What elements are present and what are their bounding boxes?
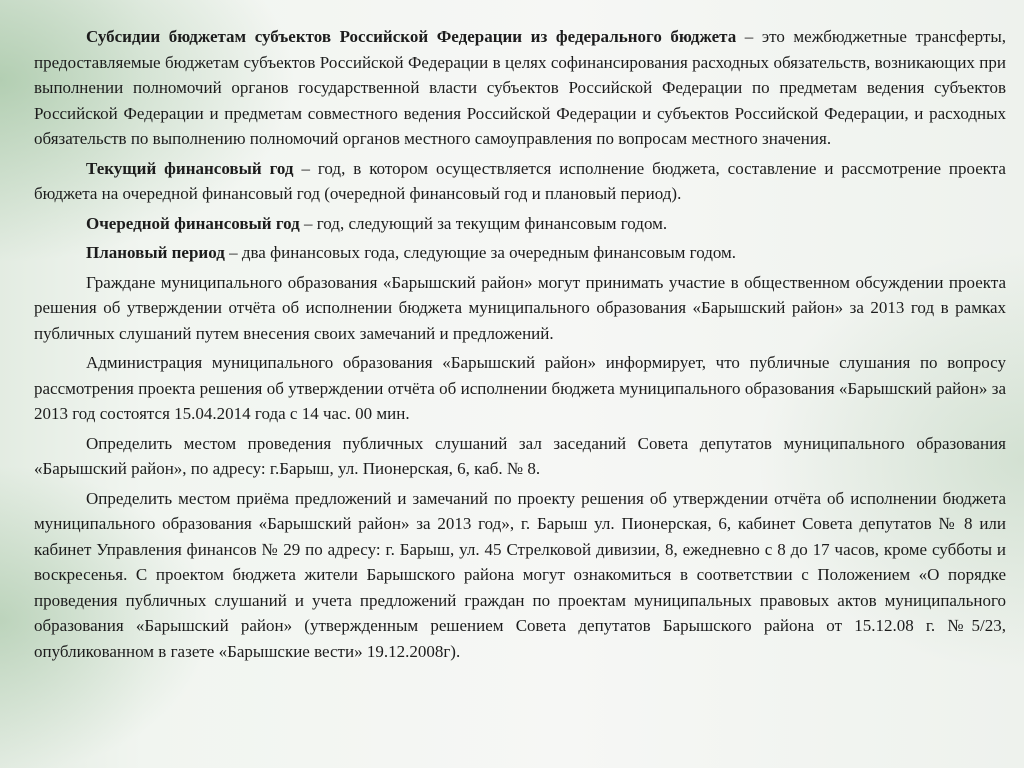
definition-current-year: – год, в котором осуществляется исполнение бюджета, составление и рассмотрение проекта бюджета на очередной финансовый год (очередной финансовый год и плановый период). (34, 158, 1006, 203)
document-body (34, 24, 1006, 668)
paragraph-current-year-definition (34, 156, 1006, 207)
paragraph-text: Администрация муниципального образования «Барышский район» информирует, что публичные слушания по вопросу рассмотрения проекта решения об утверждении отчёта об исполнении бюджета муниципального образования «Барышский район» за 2013 год состоятся 15.04.2014 года с 14 час. 00 мин. (34, 353, 1006, 423)
term-planning-period: Плановый период (86, 243, 225, 262)
paragraph-subsidies-definition (34, 24, 1006, 152)
paragraph-text: Граждане муниципального образования «Барышский район» могут принимать участие в общественном обсуждении проекта решения об утверждении отчёта об исполнении бюджета муниципального образования «Барышский район» за 2013 год в рамках публичных слушаний путем внесения своих замечаний и предложений. (34, 272, 1006, 343)
paragraph-text: Определить местом проведения публичных слушаний зал заседаний Совета депутатов муниципального образования «Барышский район», по адресу: г.Барыш, ул. Пионерская, 6, каб. № 8. (34, 433, 1006, 478)
definition-subsidies: – это межбюджетные трансферты, предоставляемые бюджетам субъектов Российской Федерации в целях софинансирования расходных обязательств, возникающих при выполнении полномочий органов государственной власти субъектов Российской Федерации по предметам ведения субъектов Российской Федерации и предметам совместного ведения Российской Федерации и субъектов Российской Федерации, и расходных обязательств по выполнению полномочий органов местного самоуправления по вопросам местного значения. (34, 27, 1006, 148)
term-current-year: Текущий финансовый год (86, 158, 294, 178)
paragraph-hearings-announcement (34, 350, 1006, 427)
paragraph-planning-period-definition (34, 240, 1006, 266)
term-subsidies: Субсидии бюджетам субъектов Российской Федерации из федерального бюджета (86, 27, 737, 46)
paragraph-proposals-venue (34, 486, 1006, 665)
paragraph-hearings-venue (34, 431, 1006, 482)
definition-planning-period: – два финансовых года, следующие за очередным финансовым годом. (224, 243, 737, 262)
paragraph-text: Определить местом приёма предложений и замечаний по проекту решения об утверждении отчёта об исполнении бюджета муниципального образования «Барышский район» за 2013 год», г. Барыш ул. Пионерская, 6, кабинет Совета депутатов № 8 или кабинет Управления финансов № 29 по адресу: г. Барыш, ул. 45 Стрелковой дивизии, 8, ежедневно с 8 до 17 часов, кроме субботы и воскресенья. С проектом бюджета жители Барышского района могут ознакомиться в соответствии с Положением «О порядке проведения публичных слушаний и учета предложений граждан по проектам муниципальных правовых актов муниципального образования «Барышский район» (утвержденным решением Совета депутатов Барышского района от 15.12.08 г. №5/23, опубликованном в газете «Барышские вести» 19.12.2008г). (34, 488, 1006, 661)
paragraph-citizens-participation (34, 270, 1006, 347)
paragraph-next-year-definition (34, 211, 1006, 237)
term-next-year: Очередной финансовый год (86, 213, 300, 233)
definition-next-year: – год, следующий за текущим финансовым годом. (299, 213, 668, 233)
